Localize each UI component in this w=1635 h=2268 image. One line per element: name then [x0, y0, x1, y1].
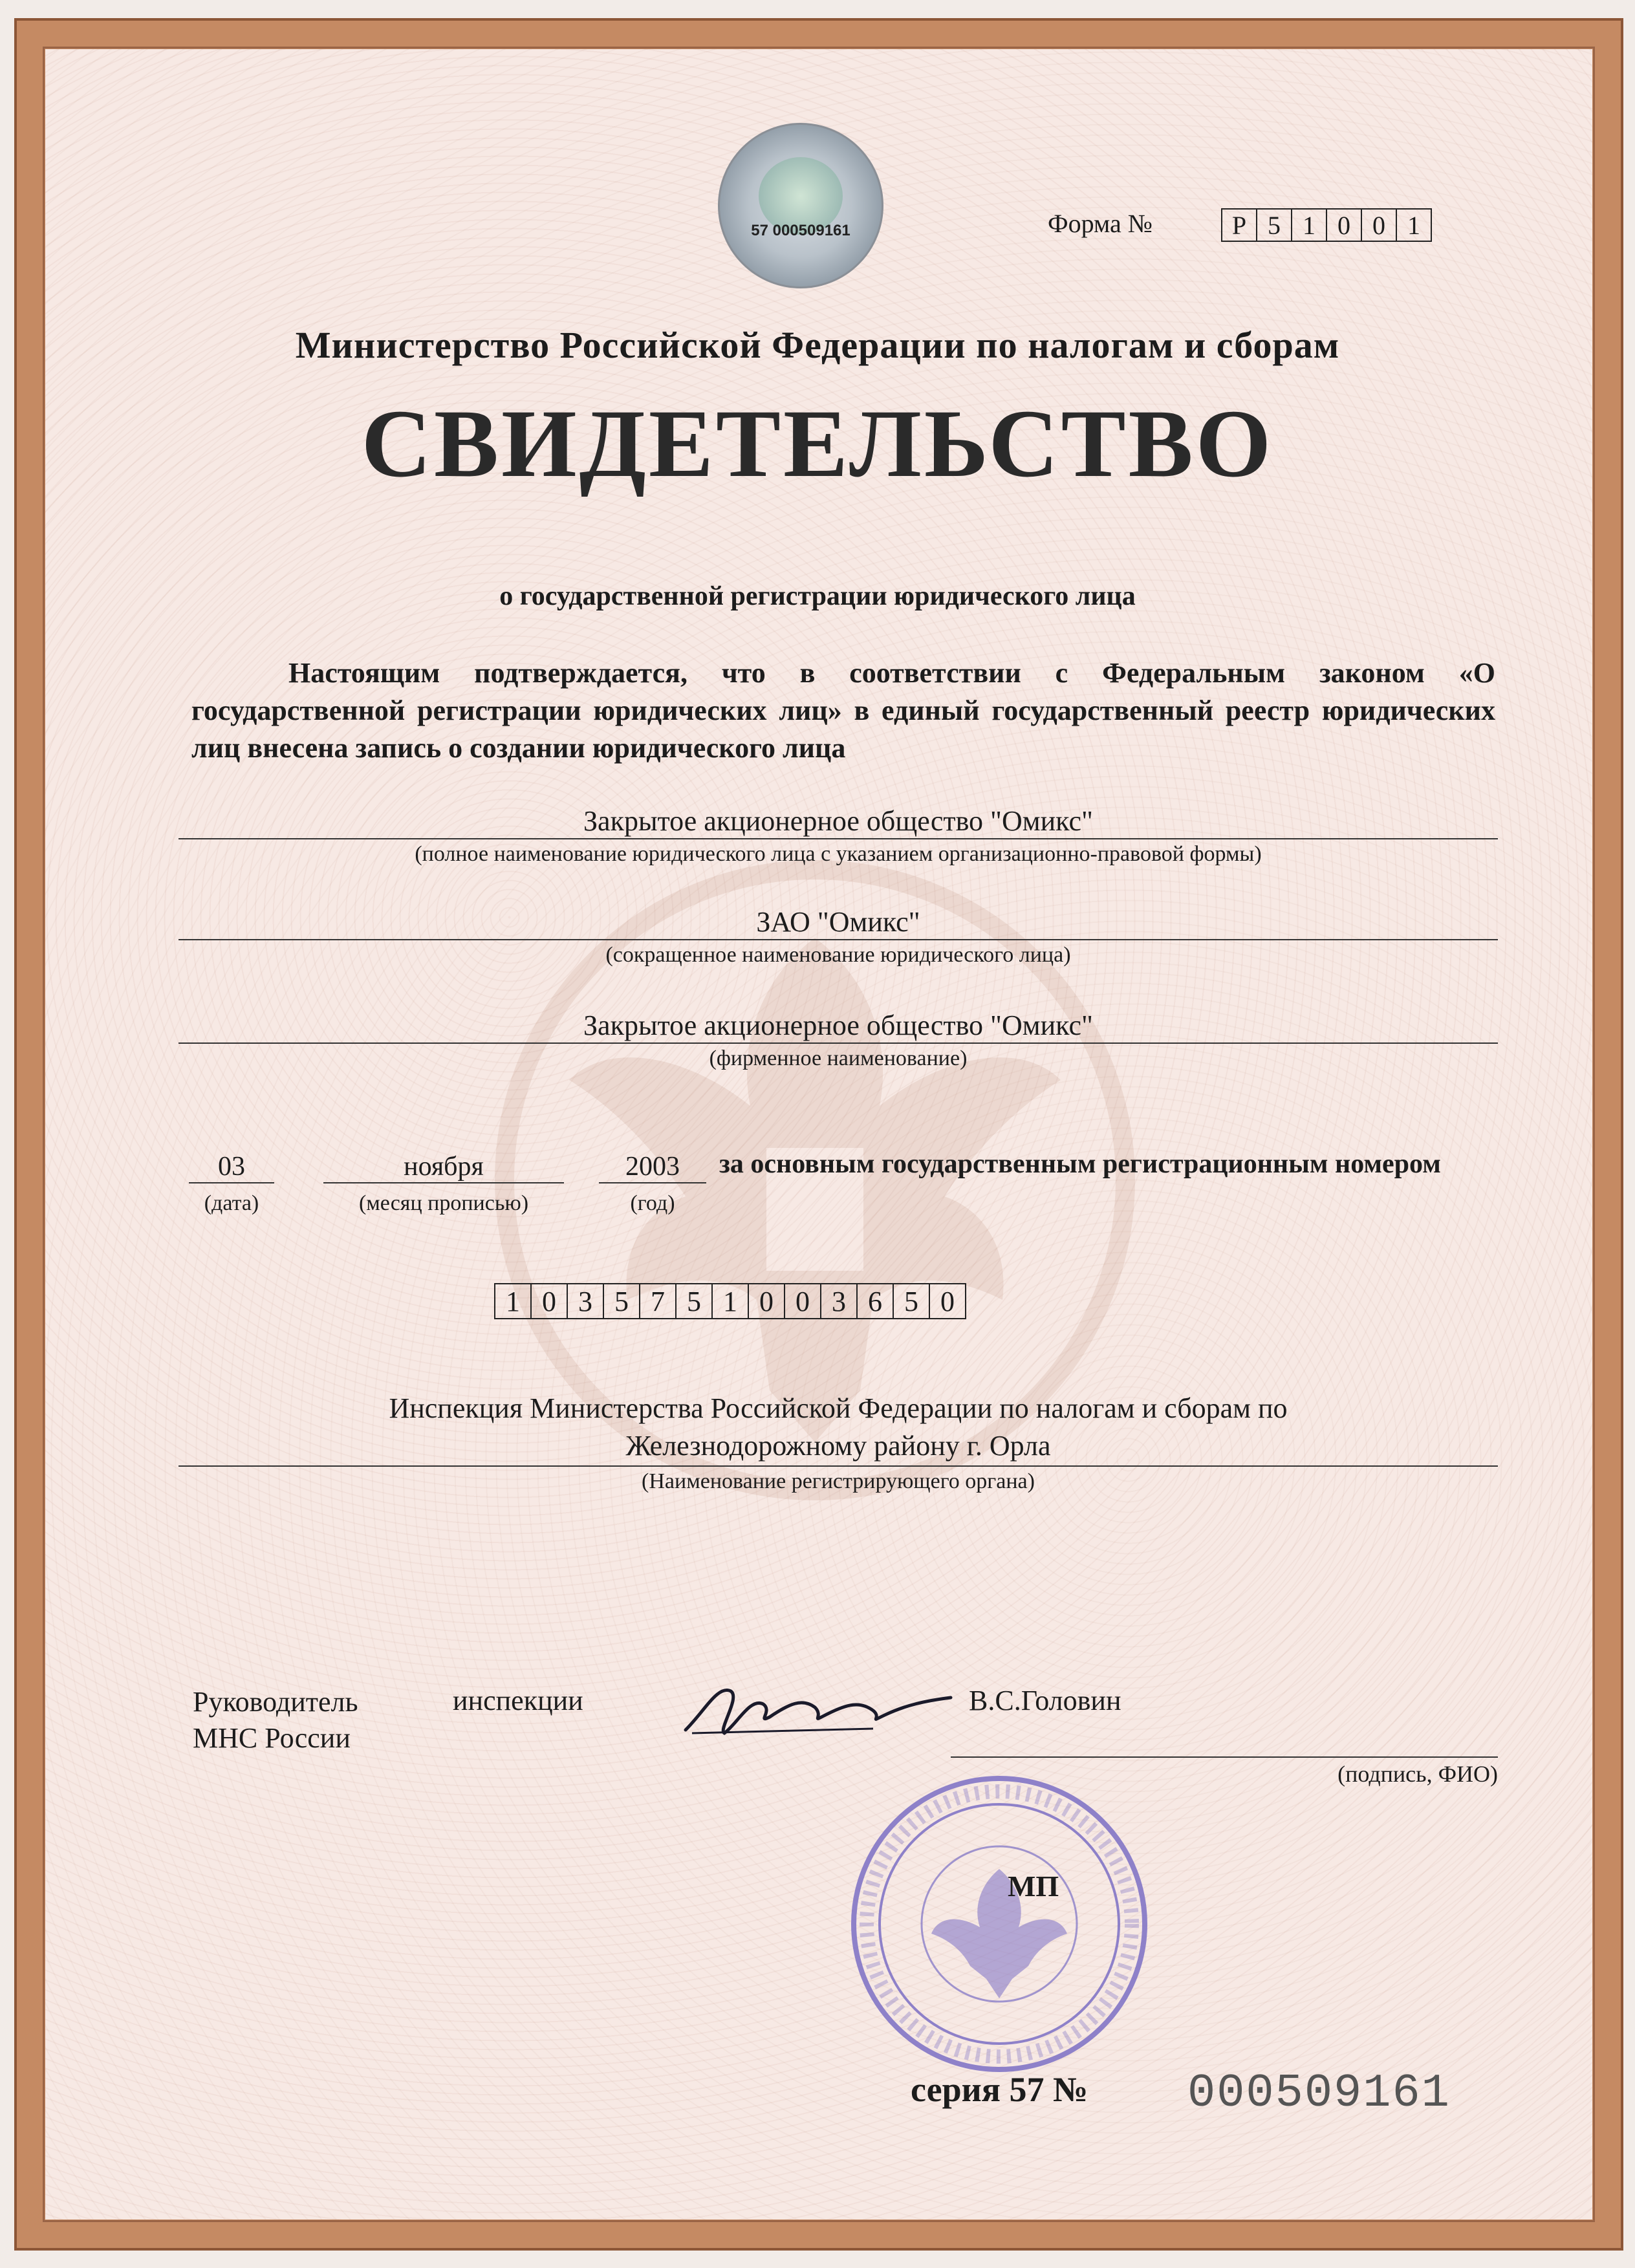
- signature-caption: (подпись, ФИО): [1337, 1761, 1498, 1787]
- full-name-value: Закрытое акционерное общество "Омикс": [583, 805, 1093, 837]
- hologram-number: 57 000509161: [751, 222, 850, 239]
- ministry-heading: Министерство Российской Федерации по налогам и сборам: [295, 324, 1340, 366]
- registration-year-caption: (год): [630, 1191, 675, 1215]
- official-stamp-icon: [847, 1772, 1151, 2076]
- form-code-cells: [1222, 208, 1432, 242]
- short-name-line: [179, 939, 1498, 940]
- authority-line1: Инспекция Министерства Российской Федерации по налогам и сборам по: [389, 1392, 1288, 1424]
- signatory-role-line2: МНС России: [193, 1722, 351, 1754]
- form-code-cell: 5: [1256, 208, 1292, 242]
- firm-name-caption: (фирменное наименование): [709, 1046, 968, 1070]
- intro-paragraph: Настоящим подтверждается, что в соответствии с Федеральным законом «О государственной регистрации юридических лиц» в единый государственный реестр юридических лиц внесена запись о создании юридического лица: [191, 657, 1495, 764]
- signature-line: [951, 1756, 1498, 1758]
- ogrn-digit-cell: 7: [639, 1283, 677, 1319]
- ogrn-digit-cell: 1: [494, 1283, 532, 1319]
- ogrn-digit-cell: 0: [748, 1283, 785, 1319]
- serial-number: 000509161: [1187, 2067, 1451, 2120]
- form-code-cell: 0: [1326, 208, 1362, 242]
- ogrn-digit-cell: 3: [820, 1283, 858, 1319]
- ogrn-digit-cell: 3: [567, 1283, 604, 1319]
- registration-month-caption: (месяц прописью): [358, 1191, 529, 1215]
- full-name-line: [179, 838, 1498, 839]
- form-code-cell: 1: [1396, 208, 1432, 242]
- form-code-cell: 1: [1291, 208, 1327, 242]
- authority-line2: Железнодорожному району г. Орла: [625, 1430, 1051, 1462]
- signatory-role: [193, 1684, 358, 1756]
- document-title: СВИДЕТЕЛЬСТВО: [361, 390, 1274, 497]
- stamp-place-label: МП: [1008, 1870, 1059, 1903]
- ogrn-digit-cell: 6: [856, 1283, 894, 1319]
- form-code-cell: 0: [1361, 208, 1397, 242]
- signatory-name: В.С.Головин: [969, 1685, 1121, 1716]
- ogrn-digit-cell: 0: [929, 1283, 966, 1319]
- hologram-sticker: [718, 123, 883, 288]
- firm-name-value: Закрытое акционерное общество "Омикс": [583, 1010, 1093, 1041]
- series-label: серия 57 №: [911, 2070, 1088, 2109]
- form-code-cell: Р: [1221, 208, 1257, 242]
- registration-day-caption: (дата): [204, 1191, 259, 1215]
- full-name-caption: (полное наименование юридического лица с указанием организационно-правовой формы): [415, 842, 1262, 866]
- authority-line: [179, 1465, 1498, 1467]
- signatory-role-word2: инспекции: [453, 1685, 583, 1716]
- registration-year: 2003: [599, 1151, 706, 1183]
- authority-caption: (Наименование регистрирующего органа): [642, 1469, 1035, 1493]
- ogrn-label: за основным государственным регистрационным номером: [719, 1149, 1441, 1179]
- form-label: Форма №: [1048, 209, 1153, 238]
- ogrn-digit-cell: 5: [603, 1283, 640, 1319]
- ogrn-digit-cell: 5: [893, 1283, 930, 1319]
- ogrn-cells: [495, 1283, 966, 1319]
- short-name-value: ЗАО "Омикс": [756, 906, 920, 938]
- short-name-caption: (сокращенное наименование юридического лица): [605, 943, 1071, 967]
- registration-month: ноября: [323, 1151, 564, 1183]
- registration-day: 03: [189, 1151, 274, 1183]
- signatory-role-line1: Руководитель: [193, 1686, 358, 1718]
- ogrn-digit-cell: 0: [784, 1283, 821, 1319]
- ogrn-digit-cell: 0: [530, 1283, 568, 1319]
- document-subtitle: о государственной регистрации юридического лица: [499, 581, 1136, 611]
- firm-name-line: [179, 1042, 1498, 1044]
- handwritten-signature-icon: [679, 1672, 964, 1743]
- ogrn-digit-cell: 5: [675, 1283, 713, 1319]
- ogrn-digit-cell: 1: [711, 1283, 749, 1319]
